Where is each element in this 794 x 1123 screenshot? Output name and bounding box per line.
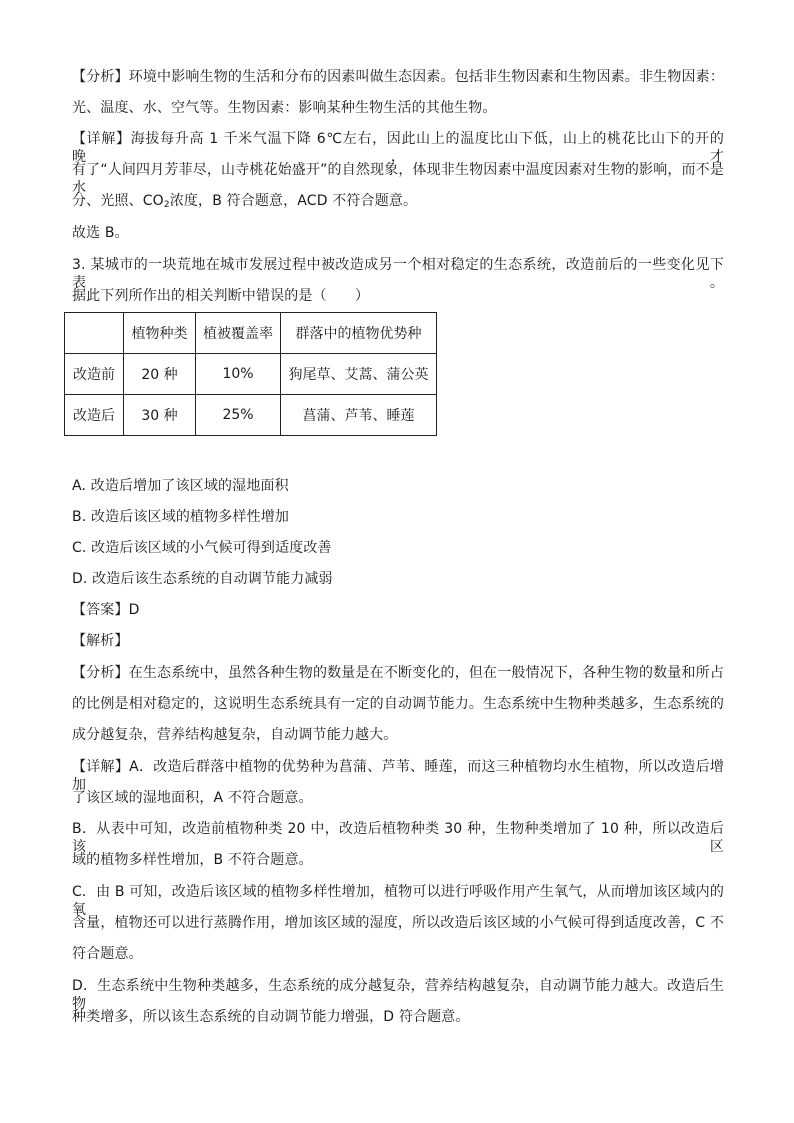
explanation-line: 【详解】A．改造后群落中植物的优势种为菖蒲、芦苇、睡莲，而这三种植物均水生植物，所以改造后增加 <box>72 759 724 793</box>
table-header-cell: 植物种类 <box>124 313 196 354</box>
option-a: A. 改造后增加了该区域的湿地面积 <box>72 478 289 494</box>
answer-line: 【答案】D <box>72 602 140 618</box>
table-row <box>65 395 437 436</box>
table-cell: 25% <box>196 395 281 436</box>
explanation-line: 的比例是相对稳定的，这说明生态系统具有一定的自动调节能力。生态系统中生物种类越多，生态系统的 <box>72 696 724 712</box>
detail-line: 【详解】海拔每升高 1 千米气温下降 6℃左右，因此山上的温度比山下低，山上的桃花比山下的开的晚，才 <box>72 131 724 165</box>
subscript: 2 <box>163 200 170 210</box>
table-cell: 改造前 <box>65 354 124 395</box>
table-cell: 狗尾草、艾蒿、蒲公英 <box>281 354 437 395</box>
comparison-table <box>64 312 437 436</box>
analysis-line: 【分析】环境中影响生物的生活和分布的因素叫做生态因素。包括非生物因素和生物因素。非生物因素： <box>72 69 724 85</box>
table-header-cell: 植被覆盖率 <box>196 313 281 354</box>
conclusion-line: 故选 B。 <box>72 225 129 241</box>
explanation-line: 成分越复杂，营养结构越复杂，自动调节能力越大。 <box>72 727 398 743</box>
option-b: B. 改造后该区域的植物多样性增加 <box>72 509 290 525</box>
explanation-line: B．从表中可知，改造前植物种类 20 中，改造后植物种类 30 种，生物种类增加了 10 种，所以改造后该区 <box>72 821 724 855</box>
option-d: D. 改造后该生态系统的自动调节能力减弱 <box>72 571 333 587</box>
table-header-cell: 群落中的植物优势种 <box>281 313 437 354</box>
table-cell: 改造后 <box>65 395 124 436</box>
explanation-line: 域的植物多样性增加，B 不符合题意。 <box>72 852 313 868</box>
detail-line <box>72 192 724 210</box>
table-row <box>65 354 437 395</box>
explanation-heading: 【解析】 <box>72 633 129 649</box>
explanation-line: 含量，植物还可以进行蒸腾作用，增加该区域的湿度，所以改造后该区域的小气候可得到适度改善，C 不 <box>72 915 724 931</box>
explanation-line: 种类增多，所以该生态系统的自动调节能力增强，D 符合题意。 <box>72 1009 470 1025</box>
table-header-cell <box>65 313 124 354</box>
question-stem: 据此下列所作出的相关判断中错误的是（ ） <box>72 288 370 304</box>
explanation-line: 符合题意。 <box>72 946 143 962</box>
detail-text: 分、光照、CO <box>72 193 164 209</box>
explanation-line: D．生态系统中生物种类越多，生态系统的成分越复杂，营养结构越复杂，自动调节能力越大。改造后生物 <box>72 978 724 1012</box>
table-cell: 10% <box>196 354 281 395</box>
detail-text: 浓度，B 符合题意，ACD 不符合题意。 <box>169 193 418 209</box>
question-stem: 3. 某城市的一块荒地在城市发展过程中被改造成另一个相对稳定的生态系统，改造前后的一些变化见下表。 <box>72 257 724 291</box>
explanation-line: 【分析】在生态系统中，虽然各种生物的数量是在不断变化的，但在一般情况下，各种生物的数量和所占 <box>72 665 724 681</box>
table-cell: 20 种 <box>124 354 196 395</box>
explanation-line: 了该区域的湿地面积，A 不符合题意。 <box>72 790 313 806</box>
option-c: C. 改造后该区域的小气候可得到适度改善 <box>72 540 332 556</box>
table-header-row <box>65 313 437 354</box>
detail-line: 有了“人间四月芳菲尽，山寺桃花始盛开”的自然现象，体现非生物因素中温度因素对生物的影响，而不是水 <box>72 162 724 196</box>
analysis-line: 光、温度、水、空气等。生物因素：影响某种生物生活的其他生物。 <box>72 100 497 116</box>
table-cell: 菖蒲、芦苇、睡莲 <box>281 395 437 436</box>
table-cell: 30 种 <box>124 395 196 436</box>
explanation-line: C．由 B 可知，改造后该区域的植物多样性增加，植物可以进行呼吸作用产生氧气，从而增加该区域内的氧 <box>72 884 724 918</box>
